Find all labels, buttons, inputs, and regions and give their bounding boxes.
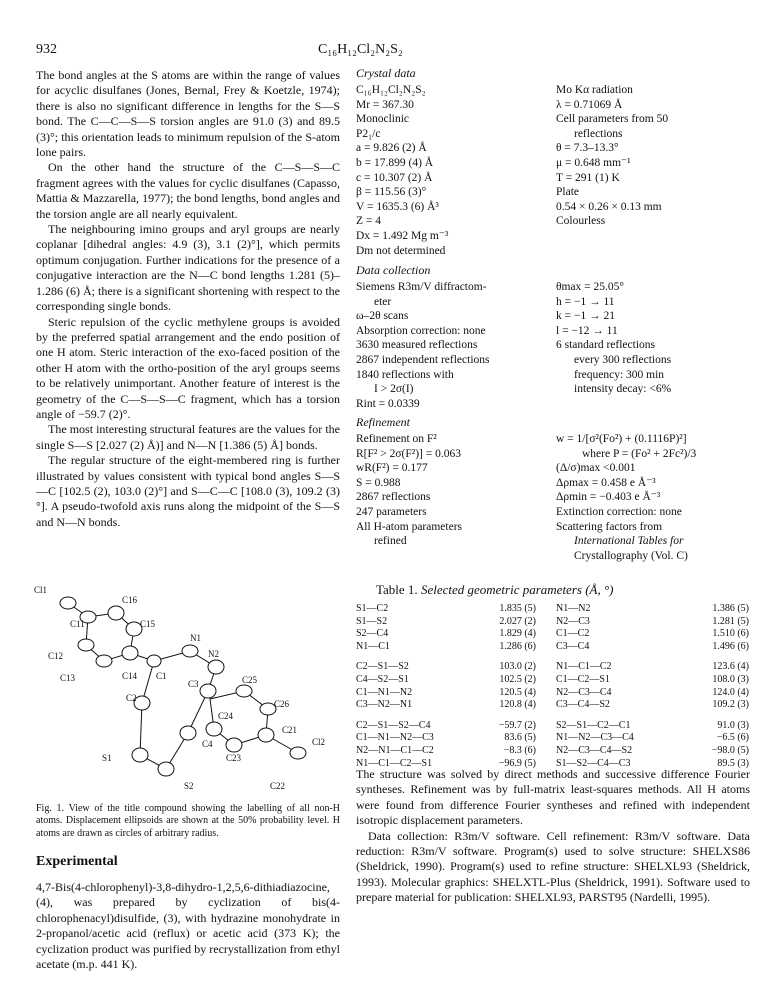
refinement-left <box>356 432 462 549</box>
parameter-name: C3—N2—N1 <box>356 699 413 711</box>
table-row <box>356 674 536 687</box>
refinement-item: Scattering factors from <box>556 520 663 533</box>
atom-label: C25 <box>242 675 258 685</box>
figure-caption: Fig. 1. View of the title compound showing the labelling of all non-H atoms. Displacement ellipsoids are shown at the 50% probability level. H atoms are drawn as circles of arbitrary radius. <box>36 803 340 839</box>
parameter-value: 109.2 (3) <box>712 699 749 711</box>
refinement-item: S = 0.988 <box>356 476 401 489</box>
parameter-name: N1—C1—C2—S1 <box>356 757 433 769</box>
table-row <box>356 687 536 700</box>
atom-label: N2 <box>208 649 219 659</box>
table-row <box>556 641 749 654</box>
geometry-table-right <box>556 603 749 770</box>
refinement-item: Refinement on F² <box>356 433 437 445</box>
parameter-name: S1—S2 <box>356 615 388 627</box>
refinement-item: International Tables for <box>574 535 684 548</box>
crystal-data-left <box>356 83 448 258</box>
table-row <box>556 745 749 758</box>
table-row <box>356 616 536 629</box>
crystal-item: Mr = 367.30 <box>356 98 414 111</box>
parameter-name: C2—S1—S2 <box>356 661 409 673</box>
crystal-item: θ = 7.3–13.3° <box>556 142 619 155</box>
crystal-item: Colourless <box>556 215 606 228</box>
parameter-value: 1.286 (6) <box>499 640 536 652</box>
crystal-item: λ = 0.71069 Å <box>556 98 623 111</box>
collection-item: I > 2σ(I) <box>374 383 414 396</box>
collection-item: h = −1 → 11 <box>556 295 615 308</box>
atom-ellipsoid <box>226 738 242 752</box>
refinement-right <box>556 432 696 563</box>
molecule-figure <box>30 583 340 796</box>
parameter-value: 124.0 (4) <box>712 686 749 698</box>
paragraph: On the other hand the structure of the C—S—S—C fragment agrees with the values for cyclic disulfanes (Capasso, Mattia & Mazzarella, 1977); the bond lengths, bond angles and the torsion angle are all nearly equivalent. <box>36 160 340 221</box>
parameter-value: 1.281 (5) <box>712 615 749 627</box>
parameter-value: 89.5 (3) <box>717 757 749 769</box>
parameter-value: 1.829 (4) <box>499 628 536 640</box>
table-spacer <box>556 712 749 720</box>
atom-ellipsoid <box>208 660 224 674</box>
parameter-name: C2—S1—S2—C4 <box>356 719 431 731</box>
crystal-item: b = 17.899 (4) Å <box>356 156 434 169</box>
atom-label: C22 <box>270 781 286 791</box>
parameter-value: −6.5 (6) <box>716 732 749 744</box>
atom-ellipsoid <box>200 684 216 698</box>
atom-label: C14 <box>122 671 138 681</box>
parameter-value: 1.835 (5) <box>499 603 536 614</box>
parameter-value: −59.7 (2) <box>498 719 536 731</box>
refinement-item: Δρmin = −0.403 e Å⁻³ <box>556 491 661 504</box>
parameter-value: −8.3 (6) <box>503 744 536 756</box>
refinement-item: Crystallography (Vol. C) <box>574 549 688 562</box>
atom-label: C4 <box>202 739 213 749</box>
parameter-value: 108.0 (3) <box>712 673 749 685</box>
atom-label: N1 <box>190 633 201 643</box>
parameter-name: C1—C2 <box>556 628 590 640</box>
crystal-item: C₁₆H₁₂Cl₂N₂S₂ <box>356 84 426 96</box>
atom-label: C12 <box>48 651 64 661</box>
atom-label: C1 <box>156 671 167 681</box>
table-row <box>556 616 749 629</box>
parameter-value: 1.386 (5) <box>712 603 749 614</box>
atom-ellipsoid <box>180 726 196 740</box>
parameter-value: 91.0 (3) <box>717 719 749 731</box>
table-spacer <box>556 653 749 661</box>
parameter-name: C3—C4—S2 <box>556 699 610 711</box>
atom-ellipsoid <box>258 728 274 742</box>
crystal-data-right <box>556 83 668 229</box>
refinement-item: (Δ/σ)max <0.001 <box>556 462 636 475</box>
collection-item: intensity decay: <6% <box>574 383 672 396</box>
collection-item: ω–2θ scans <box>356 310 409 323</box>
atom-label: C24 <box>218 711 234 721</box>
data-collection-right <box>556 280 671 397</box>
experimental-text: 4,7-Bis(4-chlorophenyl)-3,8-dihydro-1,2,5,6-dithiadiazocine, (4), was prepared by cyclization of bis(4-chlorophenacyl)disulfide, (3), with hydrazine monohydrate in 2-propanol/acetic acid (reflux) or acetic acid (373 K); the cyclization product was purified by recrystallization from ethyl acetate (m.p. 441 K). <box>36 880 340 972</box>
paragraph: Steric repulsion of the cyclic methylene groups is avoided by the preferred spatial arrangement and the endo position of one H atom. Steric interaction of the exo-faced position of the other H atom with the ortho-position of the aryl groups seems to be relatively unimportant. Another feature of interest is the geometry of the C—S—S—C fragment, which has a torsion angle of −59.7 (2)°. <box>36 314 340 421</box>
refinement-item: w = 1/[σ²(Fo²) + (0.1116P)²] <box>556 433 687 445</box>
atom-ellipsoid <box>96 655 112 667</box>
data-collection-heading: Data collection <box>356 263 431 277</box>
parameter-name: N1—C1 <box>356 640 390 652</box>
collection-item: Absorption correction: none <box>356 324 486 337</box>
table-row <box>356 720 536 733</box>
page-number: 932 <box>36 42 57 57</box>
atom-label: C15 <box>140 619 156 629</box>
atom-label: S2 <box>184 781 194 791</box>
parameter-name: N1—C1—C2 <box>556 661 612 673</box>
paragraph: The most interesting structural features are the values for the single S—S [2.027 (2) Å)] and N—N [1.386 (5) Å] bonds. <box>36 422 340 452</box>
atom-ellipsoid <box>236 685 252 697</box>
table-row <box>556 603 749 616</box>
atom-ellipsoid <box>132 748 148 762</box>
parameter-name: C1—C2—S1 <box>556 673 610 685</box>
discussion-text <box>36 68 340 530</box>
table-row <box>556 661 749 674</box>
crystal-item: c = 10.307 (2) Å <box>356 171 433 184</box>
parameter-name: S2—S1—C2—C1 <box>556 719 631 731</box>
refinement-item: 2867 reflections <box>356 491 431 504</box>
atom-label: C16 <box>122 595 138 605</box>
collection-item: every 300 reflections <box>574 353 672 366</box>
parameter-value: 123.6 (4) <box>712 661 749 673</box>
parameter-name: C1—N1—N2 <box>356 686 413 698</box>
parameter-value: 2.027 (2) <box>499 615 536 627</box>
parameter-name: N2—C3 <box>556 615 590 627</box>
crystal-item: Monoclinic <box>356 113 410 126</box>
table-row <box>556 674 749 687</box>
collection-item: 2867 independent reflections <box>356 353 490 366</box>
parameter-value: 102.5 (2) <box>499 673 536 685</box>
crystal-item: P2₁/c <box>356 127 381 140</box>
refinement-item: Δρmax = 0.458 e Å⁻³ <box>556 476 656 489</box>
parameter-value: −96.9 (5) <box>498 757 536 769</box>
crystal-item: reflections <box>574 127 623 140</box>
collection-item: l = −12 → 11 <box>556 324 618 337</box>
experimental-heading: Experimental <box>36 854 118 869</box>
table-row <box>356 628 536 641</box>
table-row <box>356 641 536 654</box>
parameter-name: C4—S2—S1 <box>356 673 409 685</box>
table-title <box>376 582 614 598</box>
paragraph: The structure was solved by direct methods and successive difference Fourier syntheses. Refinement was by full-matrix least-squares methods. All H atoms were found from difference Fourier syntheses and refined with independent isotropic displacement parameters. <box>356 767 750 828</box>
table-row <box>556 732 749 745</box>
crystal-item: Dx = 1.492 Mg m⁻³ <box>356 229 449 242</box>
crystal-data-heading: Crystal data <box>356 66 416 80</box>
parameter-name: S2—C4 <box>356 628 389 640</box>
parameter-value: 120.8 (4) <box>499 699 536 711</box>
table-label: Table 1. <box>376 582 418 597</box>
collection-item: frequency: 300 min <box>574 368 665 381</box>
refinement-heading: Refinement <box>356 415 410 429</box>
atom-label: Cl1 <box>34 585 48 595</box>
crystal-item: Dm not determined <box>356 244 446 257</box>
parameter-value: −98.0 (5) <box>711 744 749 756</box>
crystal-item: a = 9.826 (2) Å <box>356 142 427 155</box>
atom-label: C21 <box>282 725 298 735</box>
parameter-value: 1.510 (6) <box>712 628 749 640</box>
crystal-item: 0.54 × 0.26 × 0.13 mm <box>556 200 662 213</box>
atom-ellipsoid <box>206 722 222 736</box>
paragraph: The neighbouring imino groups and aryl groups are nearly coplanar [dihedral angles: 4.9 (3), 3.1 (2)°], which permits optimum conjugation. Further indications for the presence of a conjugative interaction are the N—C bond lengths 1.281 (5)–1.286 (6) Å; there is a significant shortening with respect to the corresponding single bonds. <box>36 222 340 314</box>
collection-item: 3630 measured reflections <box>356 339 478 352</box>
table-row <box>356 603 536 616</box>
collection-item: Siemens R3m/V diffractom- <box>356 281 487 293</box>
crystal-item: β = 115.56 (3)° <box>356 186 427 199</box>
dithiadiazocine-ring <box>140 651 216 769</box>
collection-item: 6 standard reflections <box>556 339 655 352</box>
parameter-name: N1—N2 <box>556 603 591 614</box>
atom-ellipsoid <box>147 655 161 667</box>
parameter-name: N2—C3—C4 <box>556 686 612 698</box>
table-row <box>356 661 536 674</box>
table-spacer <box>356 653 536 661</box>
parameter-name: C1—N1—N2—C3 <box>356 732 434 744</box>
crystal-item: T = 291 (1) K <box>556 171 620 184</box>
parameter-name: N2—C3—C4—S2 <box>556 744 633 756</box>
atom-ellipsoid <box>108 606 124 620</box>
atom-label: S1 <box>102 753 112 763</box>
table-row <box>356 699 536 712</box>
table-spacer <box>356 712 536 720</box>
parameter-name: S1—C2 <box>356 603 389 614</box>
refinement-item: refined <box>374 535 407 548</box>
refinement-item: All H-atom parameters <box>356 520 463 533</box>
data-collection-left <box>356 280 490 411</box>
refinement-item: 247 parameters <box>356 505 427 518</box>
atom-label: C26 <box>274 699 290 709</box>
crystal-item: Z = 4 <box>356 215 382 228</box>
paragraph: The regular structure of the eight-membered ring is further illustrated by values consistent with typical bond angles S—S—C [102.5 (2), 103.0 (2)°] and S—C—C [108.0 (3), 109.2 (3)°]. A pseudo-twofold axis runs along the midpoint of the S—S and N—N bonds. <box>36 453 340 529</box>
atom-label: C13 <box>60 673 76 683</box>
geometry-table-left <box>356 603 536 770</box>
table-row <box>556 699 749 712</box>
atom-label: C3 <box>188 679 199 689</box>
refinement-prose <box>356 767 750 906</box>
atom-ellipsoid <box>182 645 198 657</box>
atom-ellipsoid <box>122 646 138 660</box>
atom-ellipsoid <box>78 639 94 651</box>
parameter-value: 1.496 (6) <box>712 640 749 652</box>
paragraph: Data collection: R3m/V software. Cell refinement: R3m/V software. Data reduction: R3m/V software. Program(s) used to solve structure: SHELXS86 (Sheldrick, 1990). Program(s) used to refine structure: SHELXL93 (Sheldrick, 1993). Molecular graphics: SHELXTL-Plus (Sheldrick, 1991). Software used to prepare material for publication: SHELXL93, PARST95 (Nardelli, 1995). <box>356 828 750 905</box>
atom-ellipsoid <box>60 597 76 609</box>
atom-label: C11 <box>70 619 85 629</box>
paragraph: The bond angles at the S atoms are within the range of values for acyclic disulfanes (Jones, Bernal, Frey & Koetzle, 1974); there is also no significant difference in lengths for the S—S bond. The C—C—S—S torsion angles are 91.0 (3) and 89.5 (3)°; this orientation leads to minimum repulsion of the S-atom lone pairs. <box>36 68 340 160</box>
table-row <box>356 745 536 758</box>
parameter-name: C3—C4 <box>556 640 590 652</box>
atom-label: Cl2 <box>312 737 326 747</box>
collection-item: 1840 reflections with <box>356 368 454 381</box>
atom-ellipsoid <box>158 762 174 776</box>
parameter-value: 83.6 (5) <box>504 732 536 744</box>
parameter-name: N1—N2—C3—C4 <box>556 732 634 744</box>
refinement-item: R[F² > 2σ(F²)] = 0.063 <box>356 447 461 460</box>
crystal-item: Mo Kα radiation <box>556 84 633 96</box>
refinement-item: wR(F²) = 0.177 <box>356 462 428 475</box>
crystal-item: Cell parameters from 50 <box>556 113 669 126</box>
parameter-value: 103.0 (2) <box>499 661 536 673</box>
atom-ellipsoid <box>290 747 306 759</box>
table-row <box>356 732 536 745</box>
collection-item: θmax = 25.05° <box>556 281 625 293</box>
crystal-item: μ = 0.648 mm⁻¹ <box>556 156 631 169</box>
running-title: C₁₆H₁₂Cl₂N₂S₂ <box>318 42 403 57</box>
collection-item: Rint = 0.0339 <box>356 397 420 410</box>
atom-label: C2 <box>126 693 137 703</box>
parameter-value: 120.5 (4) <box>499 686 536 698</box>
crystal-item: V = 1635.3 (6) Å³ <box>356 200 439 213</box>
table-row <box>556 720 749 733</box>
table-row <box>556 628 749 641</box>
parameter-name: N2—N1—C1—C2 <box>356 744 434 756</box>
collection-item: eter <box>374 295 392 308</box>
parameter-name: S1—S2—C4—C3 <box>556 757 631 769</box>
table-row <box>556 687 749 700</box>
crystal-item: Plate <box>556 186 579 199</box>
refinement-item: Extinction correction: none <box>556 505 682 518</box>
collection-item: k = −1 → 21 <box>556 310 615 323</box>
atom-label: C23 <box>226 753 242 763</box>
table-caption: Selected geometric parameters (Å, °) <box>420 582 614 597</box>
refinement-item: where P = (Fo² + 2Fc²)/3 <box>582 447 697 460</box>
